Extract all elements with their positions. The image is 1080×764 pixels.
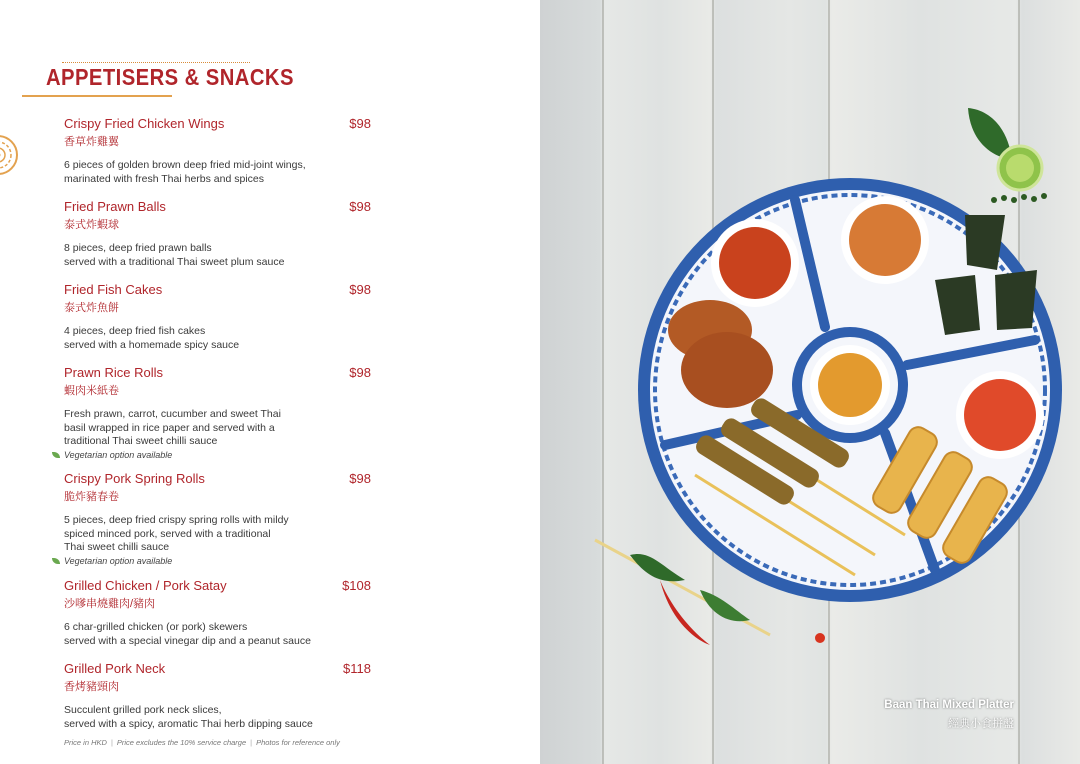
thai-ornament-icon	[0, 133, 22, 177]
item-name: Crispy Fried Chicken Wings	[64, 116, 225, 131]
menu-item	[64, 365, 374, 460]
menu-item	[64, 199, 374, 269]
footer-note: Price in HKD | Price excludes the 10% service charge | Photos for reference only	[64, 738, 340, 747]
item-name: Fried Fish Cakes	[64, 282, 163, 297]
item-price: $98	[349, 282, 371, 297]
menu-item	[64, 661, 374, 731]
item-price: $98	[349, 471, 371, 486]
item-name: Crispy Pork Spring Rolls	[64, 471, 205, 486]
item-price: $98	[349, 116, 371, 131]
desc-line: served with a traditional Thai sweet plum sauce	[64, 255, 285, 268]
section-title: APPETISERS & SNACKS	[46, 64, 294, 90]
item-name-zh: 香烤豬頸肉	[64, 681, 119, 693]
item-price: $98	[349, 365, 371, 380]
desc-line: served with a special vinegar dip and a peanut sauce	[64, 634, 311, 647]
item-name: Fried Prawn Balls	[64, 199, 166, 214]
item-description	[64, 325, 314, 352]
item-name-zh: 香草炸雞翼	[64, 136, 119, 148]
title-underline	[22, 95, 172, 97]
item-name-zh: 脆炸豬春卷	[64, 491, 119, 503]
chilli-garnish-icon	[590, 520, 840, 660]
title-dotted-rule	[62, 62, 250, 63]
item-price: $118	[343, 661, 371, 676]
desc-line: basil wrapped in rice paper and served with a	[64, 421, 275, 434]
item-price: $98	[349, 199, 371, 214]
item-description	[64, 159, 314, 186]
desc-line: spiced minced pork, served with a traditional	[64, 527, 271, 540]
vegetarian-note-text: Vegetarian option available	[64, 449, 173, 460]
item-price: $108	[342, 578, 371, 593]
desc-line: traditional Thai sweet chilli sauce	[64, 435, 218, 447]
food-photo	[540, 0, 1080, 764]
item-description	[64, 621, 314, 648]
leaf-icon	[52, 452, 60, 458]
item-name-zh: 沙嗲串燒雞肉/豬肉	[64, 598, 156, 610]
item-name: Prawn Rice Rolls	[64, 365, 163, 380]
footer-service-note: Price excludes the 10% service charge	[116, 738, 247, 747]
item-description	[64, 242, 314, 269]
desc-line: Fresh prawn, carrot, cucumber and sweet Thai	[64, 408, 281, 420]
leaf-icon	[52, 558, 60, 564]
desc-line: 6 char-grilled chicken (or pork) skewers	[64, 621, 248, 633]
menu-item	[64, 282, 374, 352]
photo-caption: Baan Thai Mixed Platter	[884, 699, 1014, 711]
menu-item	[64, 116, 374, 186]
desc-line: 6 pieces of golden brown deep fried mid-joint wings,	[64, 159, 306, 171]
menu-item	[64, 578, 374, 648]
footer-price-note: Price in HKD	[64, 738, 107, 747]
footer-photo-note: Photos for reference only	[256, 738, 340, 747]
item-name: Grilled Chicken / Pork Satay	[64, 578, 227, 593]
desc-line: served with a homemade spicy sauce	[64, 338, 240, 351]
desc-line: 5 pieces, deep fried crispy spring rolls with mildy	[64, 514, 289, 526]
vegetarian-note-text: Vegetarian option available	[64, 555, 173, 566]
item-name-zh: 泰式炸魚餅	[64, 302, 119, 314]
item-name-zh: 泰式炸蝦球	[64, 219, 119, 231]
desc-line: served with a spicy, aromatic Thai herb dipping sauce	[64, 717, 313, 730]
desc-line: 8 pieces, deep fried prawn balls	[64, 242, 212, 254]
photo-caption-zh: 經典小食拼盤	[948, 718, 1014, 730]
desc-line: marinated with fresh Thai herbs and spices	[64, 172, 264, 185]
desc-line: Thai sweet chilli sauce	[64, 541, 170, 553]
menu-item	[64, 471, 374, 566]
vegetarian-note	[64, 450, 374, 460]
item-description	[64, 514, 314, 555]
item-name-zh: 蝦肉米紙卷	[64, 385, 119, 397]
desc-line: Succulent grilled pork neck slices,	[64, 704, 222, 716]
vegetarian-note	[64, 556, 374, 566]
item-description	[64, 704, 314, 731]
desc-line: 4 pieces, deep fried fish cakes	[64, 325, 206, 337]
item-name: Grilled Pork Neck	[64, 661, 166, 676]
item-description	[64, 408, 314, 449]
